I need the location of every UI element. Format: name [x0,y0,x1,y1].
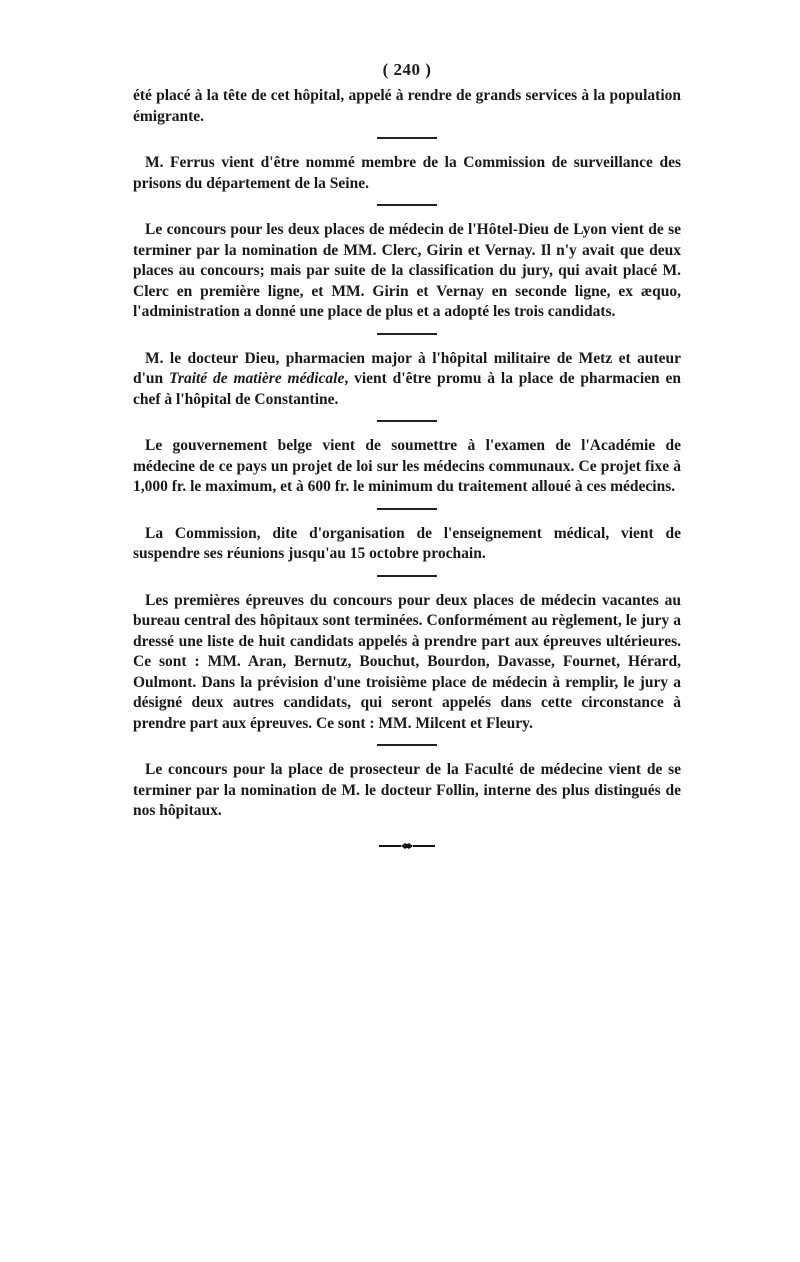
paragraph-prosecteur-concours: Le concours pour la place de prosecteur de la Faculté de médecine vient de se terminer par la nomination de M. le docteur Follin, interne des plus distingués de nos hôpitaux. [133,761,681,819]
paragraph-lyon-concours [133,220,681,323]
paragraph-hospital-continuation: été placé à la tête de cet hôpital, appelé à rendre de grands services à la population émigrante. [133,87,681,125]
paragraph-dieu-text-before: M. le docteur Dieu, pharmacien major à l'hôpital militaire de Metz et auteur d'un [133,349,681,387]
section-divider [377,575,437,577]
section-divider [377,744,437,746]
section-divider [377,508,437,510]
paragraph-dieu-text-after: , vient d'être promu à la place de pharmacien en chef à l'hôpital de Constantine. [133,370,681,408]
section-divider [377,333,437,335]
paragraph-belgian-project: Le gouvernement belge vient de soumettre à l'examen de l'Académie de médecine de ce pays un projet de loi sur les médecins communaux. Ce projet fixe à 1,000 fr. le maximum, et à 600 fr. le minimum du traitement alloué à ces médecins. [133,437,681,495]
paragraph-dieu-promotion [133,349,681,411]
section-divider [377,204,437,206]
book-title-italic: Traité de matière médicale [169,370,345,387]
paragraph-lyon-concours-text: Le concours pour les deux places de médecin de l'Hôtel-Dieu de Lyon vient de se terminer par la nomination de MM. Clerc, Girin et Vernay. Il n'y avait que deux places au concours; mais par suite de la classification du jury, qui avait placé M. Clerc en première ligne, et MM. Girin et Vernay en seconde ligne, ex æquo, l'administration a donné une place de plus et a adopté les trois candidats. [133,221,681,320]
paragraph-commission-suspension: La Commission, dite d'organisation de l'enseignement médical, vient de suspendre ses réunions jusqu'au 15 octobre prochain. [133,524,681,562]
section-divider [377,420,437,422]
document-page [133,60,681,856]
end-ornament-svg [377,841,437,851]
page-number: ( 240 ) [382,60,432,79]
paragraph-bureau-central-concours: Les premières épreuves du concours pour deux places de médecin vacantes au bureau central des hôpitaux sont terminées. Conformément au règlement, le jury a dressé une liste de huit candidats appelés à prendre part aux épreuves ultérieures. Ce sont : MM. Aran, Bernutz, Bouchut, Bourdon, Davasse, Fournet, Hérard, Oulmont. Dans la prévision d'une troisième place de médecin à remplir, le jury a désigné deux autres candidats, qui seront appelés dans cette circonstance à prendre part aux épreuves. Ce sont : MM. Milcent et Fleury. [133,591,681,732]
end-ornament-icon [133,840,681,856]
section-divider [377,137,437,139]
paragraph-ferrus-appointment: M. Ferrus vient d'être nommé membre de la Commission de surveillance des prisons du département de la Seine. [133,154,681,192]
